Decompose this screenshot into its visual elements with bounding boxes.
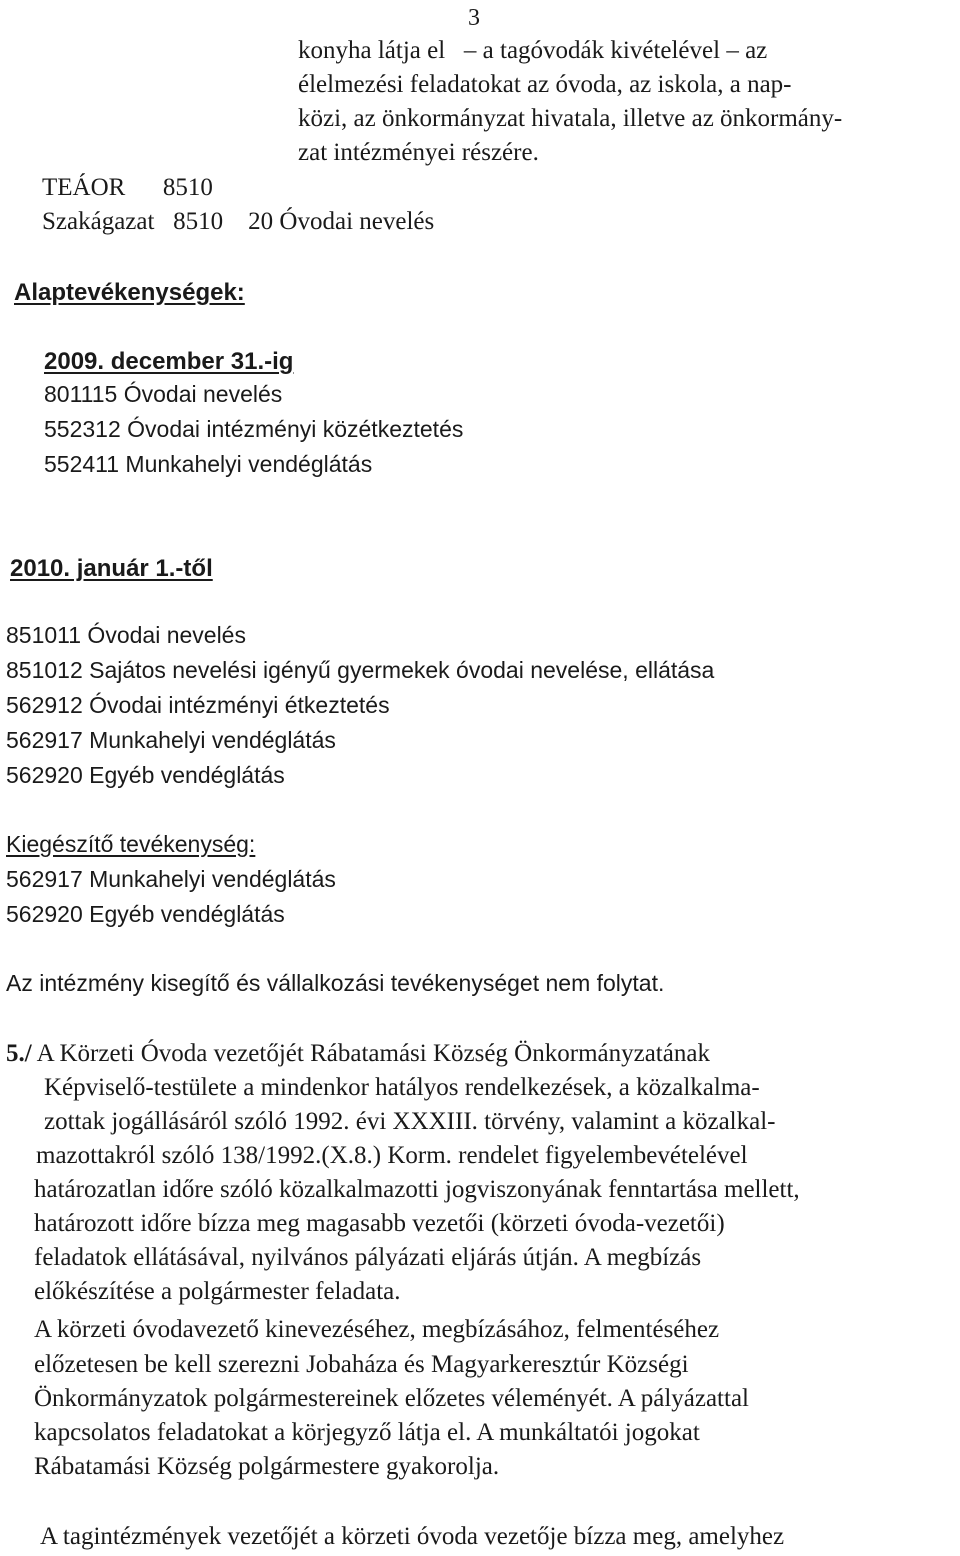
- section5-line: feladatok ellátásával, nyilvános pályázati eljárás útján. A megbízás: [34, 1244, 702, 1271]
- period-2010-item: 562917 Munkahelyi vendéglátás: [6, 727, 336, 753]
- teaor-line: TEÁOR 8510: [42, 174, 213, 201]
- section5-line: határozatlan időre szóló közalkalmazotti jogviszonyának fenntartása mellett,: [34, 1176, 800, 1203]
- kiegeszito-item: 562920 Egyéb vendéglátás: [6, 901, 285, 927]
- section5-line-1: [6, 1041, 710, 1066]
- period-2010-item: 851011 Óvodai nevelés: [6, 622, 246, 648]
- period-2009-item: 552312 Óvodai intézményi közétkeztetés: [44, 416, 464, 442]
- section5-line: előzetesen be kell szerezni Jobaháza és Magyarkeresztúr Községi: [34, 1351, 689, 1378]
- section5-line: kapcsolatos feladatokat a körjegyző látja el. A munkáltatói jogokat: [34, 1419, 700, 1446]
- period-2009-item: 552411 Munkahelyi vendéglátás: [44, 451, 373, 477]
- section5-line: mazottakról szóló 138/1992.(X.8.) Korm. rendelet figyelembevételével: [36, 1142, 748, 1169]
- period-2010-item: 562920 Egyéb vendéglátás: [6, 762, 285, 788]
- szakagazat-line: Szakágazat 8510 20 Óvodai nevelés: [42, 208, 435, 235]
- section5-number: 5./: [6, 1040, 32, 1067]
- intro-line-3: közi, az önkormányzat hivatala, illetve az önkormány-: [298, 105, 843, 132]
- section5-line: A körzeti óvodavezető kinevezéséhez, megbízásához, felmentéséhez: [34, 1316, 720, 1343]
- section5-line: Képviselő-testülete a mindenkor hatályos rendelkezések, a közalkalma-: [44, 1074, 760, 1101]
- intro-line-4: zat intézményei részére.: [298, 139, 539, 166]
- section5-line: határozott időre bízza meg magasabb vezetői (körzeti óvoda-vezetői): [34, 1210, 725, 1237]
- section5-line: előkészítése a polgármester feladata.: [34, 1278, 401, 1305]
- page-number: 3: [468, 5, 480, 31]
- statement-line: Az intézmény kisegítő és vállalkozási tevékenységet nem folytat.: [6, 970, 665, 996]
- kiegeszito-item: 562917 Munkahelyi vendéglátás: [6, 866, 336, 892]
- section5-line: Önkormányzatok polgármestereinek előzetes véleményét. A pályázattal: [34, 1385, 749, 1412]
- kiegeszito-heading: Kiegészítő tevékenység:: [6, 831, 256, 857]
- period-2010-item: 851012 Sajátos nevelési igényű gyermekek óvodai nevelése, ellátása: [6, 657, 715, 683]
- period-2010-heading: 2010. január 1.-től: [10, 555, 213, 582]
- section5-line: Rábatamási Község polgármestere gyakorolja.: [34, 1453, 500, 1480]
- period-2009-heading: 2009. december 31.-ig: [44, 348, 294, 375]
- period-2009-item: 801115 Óvodai nevelés: [44, 381, 283, 407]
- section5-last-line: A tagintézmények vezetőjét a körzeti óvoda vezetője bízza meg, amelyhez: [40, 1523, 785, 1550]
- period-2010-item: 562912 Óvodai intézményi étkeztetés: [6, 692, 390, 718]
- section5-line: zottak jogállásáról szóló 1992. évi XXXIII. törvény, valamint a közalkal-: [44, 1108, 776, 1135]
- intro-line-1: konyha látja el – a tagóvodák kivételével – az: [298, 37, 768, 64]
- section5-line-1-text: A Körzeti Óvoda vezetőjét Rábatamási Község Önkormányzatának: [31, 1040, 710, 1067]
- intro-line-2: élelmezési feladatokat az óvoda, az iskola, a nap-: [298, 71, 792, 98]
- alaptevekenysegek-heading: Alaptevékenységek:: [14, 279, 245, 306]
